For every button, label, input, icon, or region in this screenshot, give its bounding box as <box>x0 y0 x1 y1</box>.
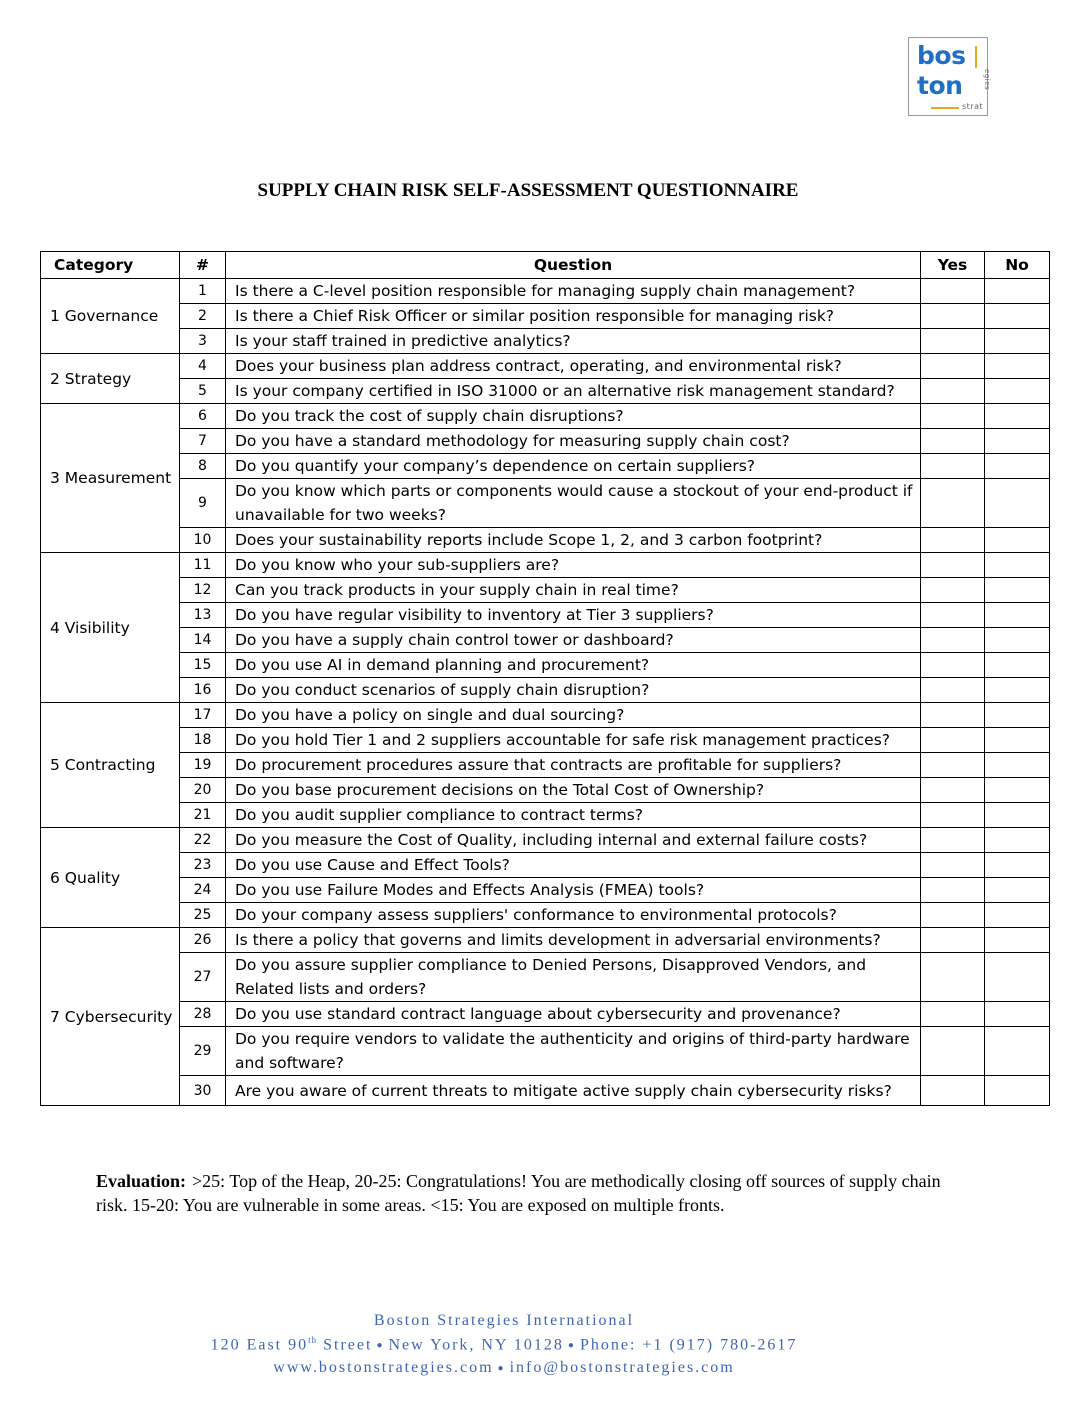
table-row <box>41 553 1050 578</box>
question-text: Do you use AI in demand planning and procurement? <box>226 653 921 678</box>
footer-address-suffix: th <box>308 1335 318 1345</box>
question-text: Do procurement procedures assure that contracts are profitable for suppliers? <box>226 753 921 778</box>
question-number: 1 <box>180 279 226 304</box>
question-text: Do your company assess suppliers' conformance to environmental protocols? <box>226 903 921 928</box>
yes-cell[interactable] <box>921 928 985 953</box>
question-number: 15 <box>180 653 226 678</box>
no-cell[interactable] <box>985 878 1050 903</box>
category-cell: 7 Cybersecurity <box>41 928 180 1106</box>
footer-phone: Phone: +1 (917) 780-2617 <box>579 1336 798 1354</box>
table-row <box>41 354 1050 379</box>
question-number: 18 <box>180 728 226 753</box>
category-cell: 3 Measurement <box>41 404 180 553</box>
question-text: Do you audit supplier compliance to contract terms? <box>226 803 921 828</box>
no-cell[interactable] <box>985 429 1050 454</box>
header-no: No <box>985 252 1050 279</box>
category-cell: 4 Visibility <box>41 553 180 703</box>
evaluation-label: Evaluation: <box>96 1171 187 1191</box>
yes-cell[interactable] <box>921 429 985 454</box>
header-yes: Yes <box>921 252 985 279</box>
question-number: 7 <box>180 429 226 454</box>
table-header-row <box>41 252 1050 279</box>
no-cell[interactable] <box>985 603 1050 628</box>
page-title: SUPPLY CHAIN RISK SELF-ASSESSMENT QUESTIONNAIRE <box>257 180 799 201</box>
footer-address-line <box>0 1335 1008 1354</box>
table-row <box>41 903 1050 928</box>
no-cell[interactable] <box>985 803 1050 828</box>
question-text: Do you quantify your company’s dependence on certain suppliers? <box>226 454 921 479</box>
question-number: 13 <box>180 603 226 628</box>
no-cell[interactable] <box>985 1002 1050 1027</box>
yes-cell[interactable] <box>921 903 985 928</box>
logo-vertical-text: egies <box>983 69 991 91</box>
question-number: 26 <box>180 928 226 953</box>
question-number: 29 <box>180 1027 226 1076</box>
table-row <box>41 379 1050 404</box>
logo-line-1: bos <box>917 41 966 70</box>
yes-cell[interactable] <box>921 528 985 553</box>
no-cell[interactable] <box>985 354 1050 379</box>
question-text: Do you have a supply chain control tower or dashboard? <box>226 628 921 653</box>
no-cell[interactable] <box>985 304 1050 329</box>
footer-website[interactable]: www.bostonstrategies.com <box>273 1359 494 1376</box>
no-cell[interactable] <box>985 404 1050 429</box>
evaluation-paragraph <box>96 1169 966 1217</box>
table-row <box>41 703 1050 728</box>
table-row <box>41 803 1050 828</box>
yes-cell[interactable] <box>921 953 985 1002</box>
question-text: Do you require vendors to validate the authenticity and origins of third-party hardware and software? <box>226 1027 921 1076</box>
yes-cell[interactable] <box>921 678 985 703</box>
footer-contact-line <box>0 1359 1008 1377</box>
no-cell[interactable] <box>985 703 1050 728</box>
no-cell[interactable] <box>985 479 1050 528</box>
header-category: Category <box>41 252 180 279</box>
question-number: 11 <box>180 553 226 578</box>
logo-separator <box>975 46 977 68</box>
evaluation-text: >25: Top of the Heap, 20-25: Congratulations! You are methodically closing off sources of supply chain risk. 15-20: You are vulnerable in some areas. <15: You are exposed on multiple fronts. <box>96 1171 941 1215</box>
footer-city: New York, NY 10128 <box>388 1336 564 1354</box>
table-row <box>41 304 1050 329</box>
question-text: Is your staff trained in predictive analytics? <box>226 329 921 354</box>
table-row <box>41 329 1050 354</box>
no-cell[interactable] <box>985 279 1050 304</box>
question-text: Do you know which parts or components would cause a stockout of your end-product if unavailable for two weeks? <box>226 479 921 528</box>
bullet-icon: ● <box>497 1362 506 1374</box>
footer-company: Boston Strategies International <box>373 1312 635 1329</box>
question-number: 27 <box>180 953 226 1002</box>
no-cell[interactable] <box>985 828 1050 853</box>
question-number: 8 <box>180 454 226 479</box>
yes-cell[interactable] <box>921 703 985 728</box>
yes-cell[interactable] <box>921 828 985 853</box>
no-cell[interactable] <box>985 778 1050 803</box>
table-row <box>41 404 1050 429</box>
no-cell[interactable] <box>985 578 1050 603</box>
yes-cell[interactable] <box>921 329 985 354</box>
category-cell: 5 Contracting <box>41 703 180 828</box>
question-number: 6 <box>180 404 226 429</box>
question-text: Is your company certified in ISO 31000 or an alternative risk management standard? <box>226 379 921 404</box>
table-row <box>41 728 1050 753</box>
footer-address-number: 120 East 90 <box>210 1336 309 1354</box>
question-number: 5 <box>180 379 226 404</box>
yes-cell[interactable] <box>921 279 985 304</box>
question-number: 23 <box>180 853 226 878</box>
question-number: 25 <box>180 903 226 928</box>
yes-cell[interactable] <box>921 653 985 678</box>
table-row <box>41 878 1050 903</box>
table-row <box>41 678 1050 703</box>
yes-cell[interactable] <box>921 454 985 479</box>
category-cell: 1 Governance <box>41 279 180 354</box>
table-row <box>41 603 1050 628</box>
footer-email[interactable]: info@bostonstrategies.com <box>509 1359 735 1376</box>
question-text: Do you base procurement decisions on the Total Cost of Ownership? <box>226 778 921 803</box>
question-text: Does your business plan address contract, operating, and environmental risk? <box>226 354 921 379</box>
table-row <box>41 653 1050 678</box>
table-row <box>41 628 1050 653</box>
yes-cell[interactable] <box>921 1076 985 1106</box>
questionnaire-table <box>40 251 1050 1106</box>
question-number: 22 <box>180 828 226 853</box>
table-row <box>41 953 1050 1002</box>
yes-cell[interactable] <box>921 628 985 653</box>
logo-small-text: strat <box>962 102 984 111</box>
no-cell[interactable] <box>985 653 1050 678</box>
table-row <box>41 928 1050 953</box>
no-cell[interactable] <box>985 553 1050 578</box>
yes-cell[interactable] <box>921 354 985 379</box>
yes-cell[interactable] <box>921 803 985 828</box>
table-row <box>41 429 1050 454</box>
question-number: 19 <box>180 753 226 778</box>
no-cell[interactable] <box>985 454 1050 479</box>
table-row <box>41 778 1050 803</box>
question-number: 10 <box>180 528 226 553</box>
yes-cell[interactable] <box>921 379 985 404</box>
question-number: 20 <box>180 778 226 803</box>
question-text: Is there a C-level position responsible for managing supply chain management? <box>226 279 921 304</box>
no-cell[interactable] <box>985 628 1050 653</box>
table-row <box>41 1076 1050 1106</box>
yes-cell[interactable] <box>921 853 985 878</box>
question-text: Does your sustainability reports include Scope 1, 2, and 3 carbon footprint? <box>226 528 921 553</box>
footer-address-street: Street <box>317 1336 373 1354</box>
table-row <box>41 828 1050 853</box>
category-cell: 2 Strategy <box>41 354 180 404</box>
question-text: Can you track products in your supply chain in real time? <box>226 578 921 603</box>
no-cell[interactable] <box>985 379 1050 404</box>
no-cell[interactable] <box>985 953 1050 1002</box>
question-text: Do you have a policy on single and dual sourcing? <box>226 703 921 728</box>
no-cell[interactable] <box>985 1027 1050 1076</box>
no-cell[interactable] <box>985 728 1050 753</box>
question-number: 17 <box>180 703 226 728</box>
no-cell[interactable] <box>985 329 1050 354</box>
question-number: 16 <box>180 678 226 703</box>
yes-cell[interactable] <box>921 728 985 753</box>
no-cell[interactable] <box>985 903 1050 928</box>
question-text: Do you know who your sub-suppliers are? <box>226 553 921 578</box>
yes-cell[interactable] <box>921 553 985 578</box>
question-number: 9 <box>180 479 226 528</box>
header-question: Question <box>226 252 921 279</box>
question-number: 28 <box>180 1002 226 1027</box>
question-text: Do you use Failure Modes and Effects Analysis (FMEA) tools? <box>226 878 921 903</box>
yes-cell[interactable] <box>921 1002 985 1027</box>
no-cell[interactable] <box>985 678 1050 703</box>
question-number: 12 <box>180 578 226 603</box>
logo-line-2: ton <box>917 71 963 100</box>
yes-cell[interactable] <box>921 1027 985 1076</box>
no-cell[interactable] <box>985 1076 1050 1106</box>
yes-cell[interactable] <box>921 778 985 803</box>
table-row <box>41 1002 1050 1027</box>
table-row <box>41 1027 1050 1076</box>
logo-bar <box>931 107 959 109</box>
question-number: 24 <box>180 878 226 903</box>
question-number: 3 <box>180 329 226 354</box>
question-number: 14 <box>180 628 226 653</box>
table-row <box>41 528 1050 553</box>
question-text: Are you aware of current threats to mitigate active supply chain cybersecurity risks? <box>226 1076 921 1106</box>
question-number: 4 <box>180 354 226 379</box>
question-text: Do you have a standard methodology for measuring supply chain cost? <box>226 429 921 454</box>
question-number: 2 <box>180 304 226 329</box>
question-text: Do you track the cost of supply chain disruptions? <box>226 404 921 429</box>
yes-cell[interactable] <box>921 878 985 903</box>
table-row <box>41 279 1050 304</box>
table-row <box>41 454 1050 479</box>
boston-strategies-logo <box>908 37 991 116</box>
question-text: Do you use Cause and Effect Tools? <box>226 853 921 878</box>
question-text: Do you hold Tier 1 and 2 suppliers accountable for safe risk management practices? <box>226 728 921 753</box>
yes-cell[interactable] <box>921 578 985 603</box>
table-row <box>41 753 1050 778</box>
question-text: Is there a policy that governs and limits development in adversarial environments? <box>226 928 921 953</box>
bullet-icon: ● <box>567 1340 576 1352</box>
question-number: 21 <box>180 803 226 828</box>
question-text: Do you measure the Cost of Quality, including internal and external failure costs? <box>226 828 921 853</box>
header-number: # <box>180 252 226 279</box>
category-cell: 6 Quality <box>41 828 180 928</box>
question-text: Do you have regular visibility to inventory at Tier 3 suppliers? <box>226 603 921 628</box>
table-row <box>41 479 1050 528</box>
no-cell[interactable] <box>985 853 1050 878</box>
yes-cell[interactable] <box>921 404 985 429</box>
yes-cell[interactable] <box>921 603 985 628</box>
yes-cell[interactable] <box>921 753 985 778</box>
no-cell[interactable] <box>985 528 1050 553</box>
table-row <box>41 853 1050 878</box>
question-number: 30 <box>180 1076 226 1106</box>
question-text: Do you assure supplier compliance to Denied Persons, Disapproved Vendors, and Related lists and orders? <box>226 953 921 1002</box>
no-cell[interactable] <box>985 753 1050 778</box>
question-text: Do you conduct scenarios of supply chain disruption? <box>226 678 921 703</box>
table-row <box>41 578 1050 603</box>
no-cell[interactable] <box>985 928 1050 953</box>
bullet-icon: ● <box>376 1340 385 1352</box>
question-text: Is there a Chief Risk Officer or similar position responsible for managing risk? <box>226 304 921 329</box>
yes-cell[interactable] <box>921 479 985 528</box>
question-text: Do you use standard contract language about cybersecurity and provenance? <box>226 1002 921 1027</box>
yes-cell[interactable] <box>921 304 985 329</box>
